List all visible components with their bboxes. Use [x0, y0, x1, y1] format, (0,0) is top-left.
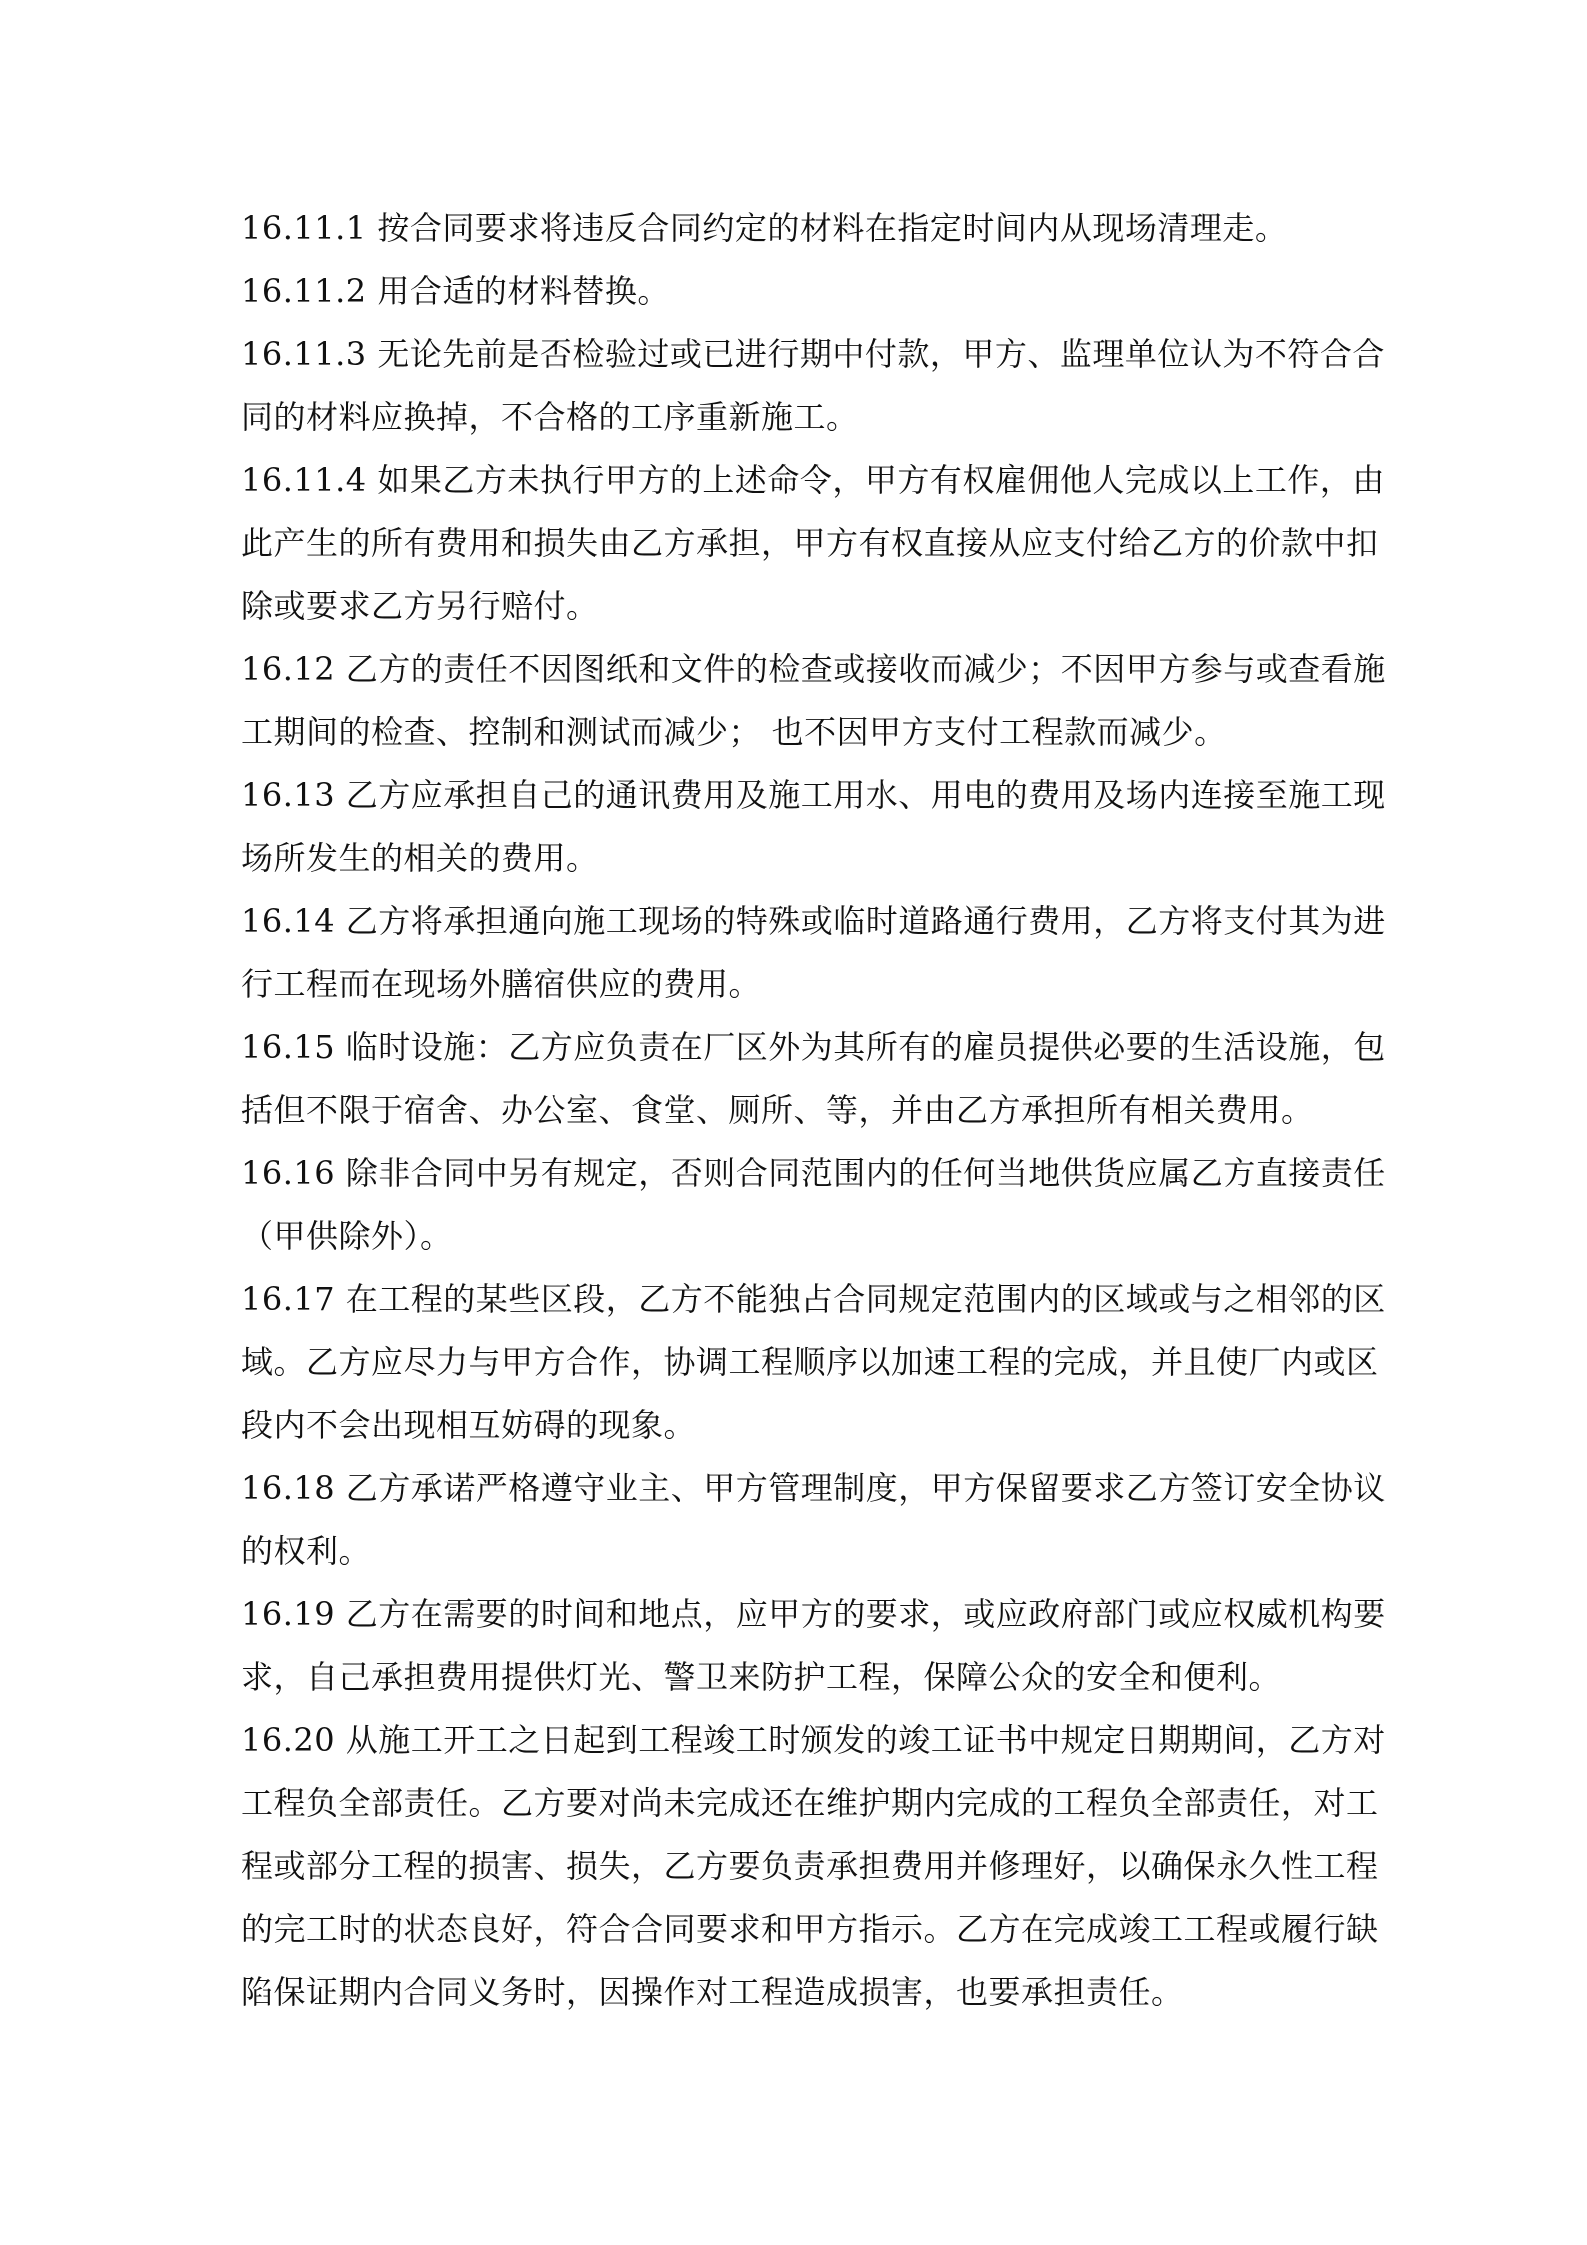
contract-clause-paragraph — [241, 764, 1386, 890]
clause-text-line: 工期间的检查、控制和测试而减少； 也不因甲方支付工程款而减少。 — [241, 713, 1227, 751]
contract-clause-paragraph — [241, 260, 1361, 323]
contract-clause-paragraph — [241, 197, 1361, 260]
clause-text-line: 此产生的所有费用和损失由乙方承担，甲方有权直接从应支付给乙方的价款中扣 — [241, 524, 1379, 562]
clause-text-line: 16.18 乙方承诺严格遵守业主、甲方管理制度，甲方保留要求乙方签订安全协议 — [241, 1469, 1386, 1507]
contract-clause-paragraph — [241, 1016, 1386, 1142]
clause-text-line: 16.15 临时设施：乙方应负责在厂区外为其所有的雇员提供必要的生活设施，包 — [241, 1028, 1386, 1066]
clause-text-line: 16.19 乙方在需要的时间和地点，应甲方的要求，或应政府部门或应权威机构要 — [241, 1595, 1386, 1633]
clause-text-line: 程或部分工程的损害、损失，乙方要负责承担费用并修理好，以确保永久性工程 — [241, 1847, 1379, 1885]
contract-clause-paragraph — [241, 1142, 1386, 1268]
contract-clause-paragraph — [241, 638, 1386, 764]
clause-text-line: 段内不会出现相互妨碍的现象。 — [241, 1406, 697, 1444]
contract-clause-paragraph — [241, 1709, 1386, 2024]
clause-text-line: 16.13 乙方应承担自己的通讯费用及施工用水、用电的费用及场内连接至施工现 — [241, 776, 1386, 814]
clause-text-line: 除或要求乙方另行赔付。 — [241, 587, 599, 625]
clause-text-line: 场所发生的相关的费用。 — [241, 839, 599, 877]
clause-text-line: 的完工时的状态良好，符合合同要求和甲方指示。乙方在完成竣工工程或履行缺 — [241, 1910, 1379, 1948]
contract-clause-paragraph — [241, 1583, 1386, 1709]
clause-text-line: 16.20 从施工开工之日起到工程竣工时颁发的竣工证书中规定日期期间，乙方对 — [241, 1721, 1386, 1759]
clause-text-line: 陷保证期内合同义务时，因操作对工程造成损害，也要承担责任。 — [241, 1973, 1184, 2011]
contract-clause-paragraph — [241, 1268, 1386, 1457]
clause-text-line: 同的材料应换掉，不合格的工序重新施工。 — [241, 398, 859, 436]
clause-text-line: 16.11.3 无论先前是否检验过或已进行期中付款，甲方、监理单位认为不符合合 — [241, 335, 1385, 373]
clause-text-line: （甲供除外）。 — [241, 1217, 453, 1255]
clause-text-line: 16.14 乙方将承担通向施工现场的特殊或临时道路通行费用，乙方将支付其为进 — [241, 902, 1386, 940]
clause-text-line: 的权利。 — [241, 1532, 372, 1570]
clause-text-line: 16.11.4 如果乙方未执行甲方的上述命令，甲方有权雇佣他人完成以上工作，由 — [241, 461, 1385, 499]
clause-text-line: 16.12 乙方的责任不因图纸和文件的检查或接收而减少；不因甲方参与或查看施 — [241, 650, 1386, 688]
clause-text-line: 16.11.1 按合同要求将违反合同约定的材料在指定时间内从现场清理走。 — [241, 209, 1288, 247]
clause-text-line: 16.17 在工程的某些区段，乙方不能独占合同规定范围内的区域或与之相邻的区 — [241, 1280, 1386, 1318]
contract-clause-paragraph — [241, 890, 1386, 1016]
contract-clause-paragraph — [241, 323, 1385, 449]
clause-text-line: 域。乙方应尽力与甲方合作，协调工程顺序以加速工程的完成，并且使厂内或区 — [241, 1343, 1379, 1381]
clause-text-line: 16.16 除非合同中另有规定，否则合同范围内的任何当地供货应属乙方直接责任 — [241, 1154, 1386, 1192]
clause-text-line: 求，自己承担费用提供灯光、警卫来防护工程，保障公众的安全和便利。 — [241, 1658, 1282, 1696]
clause-text-line: 行工程而在现场外膳宿供应的费用。 — [241, 965, 762, 1003]
clause-text-line: 工程负全部责任。乙方要对尚未完成还在维护期内完成的工程负全部责任，对工 — [241, 1784, 1379, 1822]
clause-text-line: 括但不限于宿舍、办公室、食堂、厕所、等，并由乙方承担所有相关费用。 — [241, 1091, 1314, 1129]
contract-clause-paragraph — [241, 449, 1385, 638]
document-body — [241, 197, 1386, 2024]
contract-clause-paragraph — [241, 1457, 1386, 1583]
clause-text-line: 16.11.2 用合适的材料替换。 — [241, 272, 670, 310]
